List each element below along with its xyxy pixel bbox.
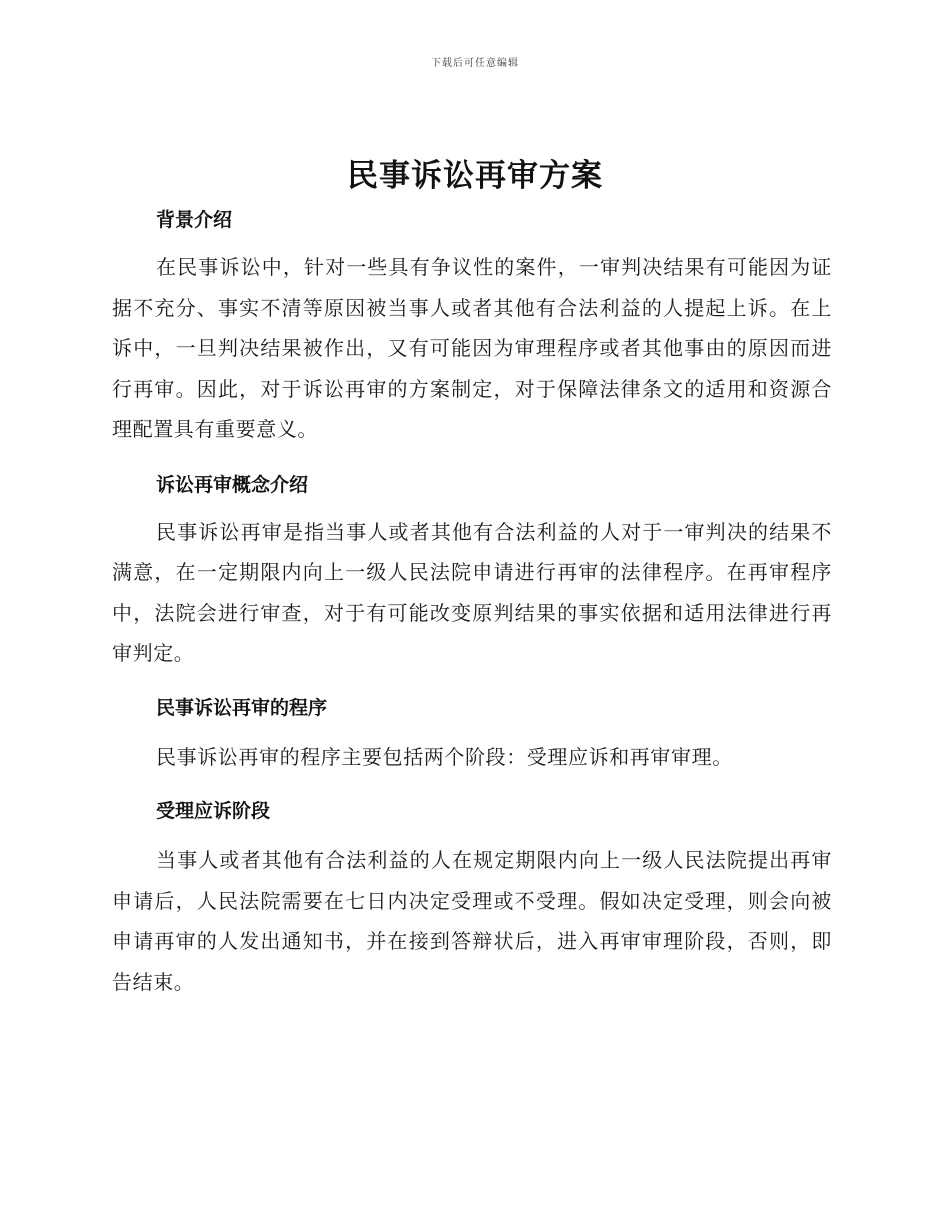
section-heading-acceptance: 受理应诉阶段 <box>156 800 271 822</box>
section-heading-procedure: 民事诉讼再审的程序 <box>156 696 328 719</box>
document-title: 民事诉讼再审方案 <box>347 158 603 194</box>
section-paragraph-procedure: 民事诉讼再审的程序主要包括两个阶段：受理应诉和再审审理。 <box>156 744 733 769</box>
section-paragraph-background: 在民事诉讼中，针对一些具有争议性的案件，一审判决结果有可能因为证据不充分、事实不清等原因被当事人或者其他有合法利益的人提起上诉。在上诉中，一旦判决结果被作出，又有可能因为审理程序或者其他事由的原因而进行再审。因此，对于诉讼再审的方案制定，对于保障法律条文的适用和资源合理配置具有重要意义。 <box>112 255 832 441</box>
document-body <box>112 203 832 1002</box>
section-heading-concept: 诉讼再审概念介绍 <box>156 473 309 496</box>
section-paragraph-concept: 民事诉讼再审是指当事人或者其他有合法利益的人对于一审判决的结果不满意，在一定期限内向上一级人民法院申请进行再审的法律程序。在再审程序中，法院会进行审查，对于有可能改变原判结果的事实依据和适用法律进行再审判定。 <box>112 519 832 665</box>
section-heading-background: 背景介绍 <box>156 209 233 231</box>
header-note: 下载后可任意编辑 <box>431 58 519 69</box>
section-paragraph-acceptance: 当事人或者其他有合法利益的人在规定期限内向上一级人民法院提出再审申请后，人民法院需要在七日内决定受理或不受理。假如决定受理，则会向被申请再审的人发出通知书，并在接到答辩状后，进入再审审理阶段，否则，即告结束。 <box>112 848 832 994</box>
